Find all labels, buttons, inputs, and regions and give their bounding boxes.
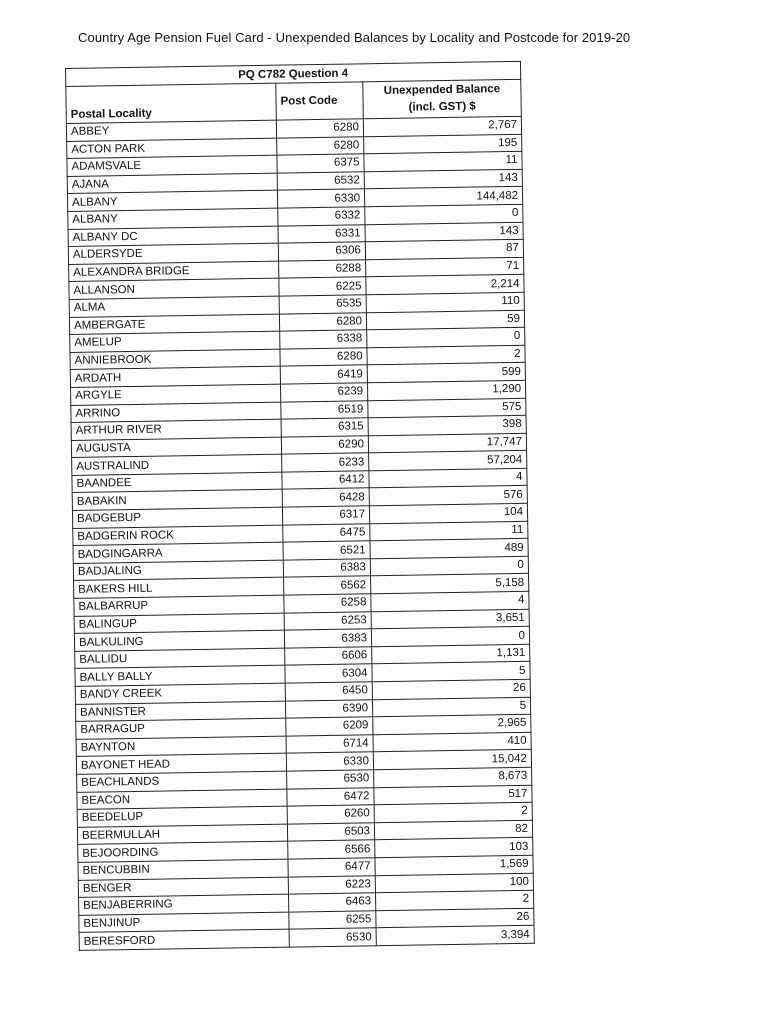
locality-cell: BADJALING: [73, 560, 283, 581]
balance-cell: 17,747: [368, 433, 526, 453]
balance-cell: 517: [374, 785, 532, 805]
postcode-cell: 6223: [288, 875, 375, 894]
postcode-cell: 6477: [288, 858, 375, 877]
postcode-cell: 6383: [284, 629, 371, 648]
locality-cell: BALKULING: [74, 630, 284, 651]
balance-cell: 2: [367, 345, 525, 365]
postcode-cell: 6290: [281, 435, 368, 454]
locality-cell: ARRINO: [71, 402, 281, 423]
balance-cell: 103: [375, 838, 533, 858]
balance-cell: 5: [372, 662, 530, 682]
postcode-cell: 6714: [286, 735, 373, 754]
balance-cell: 15,042: [373, 750, 531, 770]
balance-cell: 5: [372, 697, 530, 717]
balance-cell: 195: [364, 134, 522, 154]
balance-cell: 4: [371, 591, 529, 611]
locality-cell: BANDY CREEK: [75, 683, 285, 704]
balance-cell: 0: [365, 204, 523, 224]
postcode-cell: 6606: [285, 647, 372, 666]
postcode-cell: 6280: [276, 119, 363, 138]
balance-cell: 2,965: [373, 714, 531, 734]
balance-cell: 110: [366, 292, 524, 312]
balance-cell: 3,394: [376, 926, 534, 946]
header-balance-line1: Unexpended Balance: [383, 83, 501, 97]
locality-cell: BEJOORDING: [78, 841, 288, 862]
locality-cell: ARDATH: [70, 366, 280, 387]
balance-cell: 410: [373, 732, 531, 752]
balance-cell: 1,131: [372, 644, 530, 664]
balance-cell: 2,767: [363, 116, 521, 136]
table-body: [66, 116, 534, 950]
balance-cell: 143: [365, 222, 523, 242]
balance-cell: 576: [369, 486, 527, 506]
balance-cell: 489: [370, 539, 528, 559]
locality-cell: BALINGUP: [74, 613, 284, 634]
balance-table: [65, 61, 535, 951]
balance-cell: 11: [370, 521, 528, 541]
balance-cell: 59: [366, 310, 524, 330]
postcode-cell: 6258: [284, 594, 371, 613]
balance-cell: 87: [365, 239, 523, 259]
postcode-cell: 6383: [283, 559, 370, 578]
locality-cell: ABBEY: [66, 120, 276, 141]
balance-cell: 104: [369, 503, 527, 523]
balance-cell: 1,569: [375, 855, 533, 875]
postcode-cell: 6280: [279, 312, 366, 331]
postcode-cell: 6280: [277, 136, 364, 155]
balance-cell: 11: [364, 152, 522, 172]
locality-cell: BARRAGUP: [76, 718, 286, 739]
locality-cell: BADGEBUP: [72, 507, 282, 528]
postcode-cell: 6317: [282, 506, 369, 525]
balance-cell: 575: [368, 398, 526, 418]
balance-cell: 26: [372, 679, 530, 699]
locality-cell: BERESFORD: [79, 929, 289, 950]
locality-cell: ADAMSVALE: [67, 155, 277, 176]
header-postal-locality: Postal Locality: [66, 83, 277, 123]
postcode-cell: 6519: [281, 400, 368, 419]
locality-cell: AMELUP: [70, 331, 280, 352]
table-banner: PQ C782 Question 4: [66, 61, 521, 86]
balance-cell: 0: [371, 626, 529, 646]
locality-cell: BAYONET HEAD: [76, 753, 286, 774]
postcode-cell: 6390: [285, 699, 372, 718]
balance-cell: 599: [367, 363, 525, 383]
balance-cell: 57,204: [369, 451, 527, 471]
locality-cell: BENJINUP: [79, 912, 289, 933]
balance-cell: 26: [376, 908, 534, 928]
postcode-cell: 6306: [278, 242, 365, 261]
postcode-cell: 6463: [289, 893, 376, 912]
locality-cell: BABAKIN: [72, 490, 282, 511]
postcode-cell: 6412: [282, 471, 369, 490]
postcode-cell: 6304: [285, 664, 372, 683]
balance-cell: 144,482: [364, 187, 522, 207]
locality-cell: ARGYLE: [71, 384, 281, 405]
balance-cell: 3,651: [371, 609, 529, 629]
postcode-cell: 6562: [284, 576, 371, 595]
locality-cell: AUGUSTA: [71, 437, 281, 458]
locality-cell: ALBANY: [68, 208, 278, 229]
postcode-cell: 6375: [277, 154, 364, 173]
locality-cell: ACTON PARK: [67, 138, 277, 159]
balance-cell: 398: [368, 415, 526, 435]
postcode-cell: 6450: [285, 682, 372, 701]
locality-cell: BALLY BALLY: [75, 666, 285, 687]
balance-cell: 0: [367, 327, 525, 347]
balance-cell: 4: [369, 468, 527, 488]
postcode-cell: 6535: [279, 295, 366, 314]
locality-cell: BENGER: [78, 877, 288, 898]
balance-cell: 100: [375, 873, 533, 893]
postcode-cell: 6280: [280, 348, 367, 367]
postcode-cell: 6475: [283, 523, 370, 542]
locality-cell: BAKERS HILL: [74, 578, 284, 599]
balance-cell: 0: [370, 556, 528, 576]
postcode-cell: 6225: [279, 277, 366, 296]
locality-cell: BADGERIN ROCK: [73, 525, 283, 546]
locality-cell: ARTHUR RIVER: [71, 419, 281, 440]
postcode-cell: 6338: [280, 330, 367, 349]
balance-cell: 71: [366, 257, 524, 277]
locality-cell: BENCUBBIN: [78, 859, 288, 880]
locality-cell: BENJABERRING: [79, 894, 289, 915]
postcode-cell: 6209: [286, 717, 373, 736]
postcode-cell: 6532: [277, 172, 364, 191]
postcode-cell: 6330: [286, 752, 373, 771]
locality-cell: BEACHLANDS: [77, 771, 287, 792]
postcode-cell: 6530: [287, 770, 374, 789]
postcode-cell: 6428: [282, 488, 369, 507]
locality-cell: ALBANY DC: [68, 226, 278, 247]
balance-cell: 143: [364, 169, 522, 189]
balance-cell: 8,673: [374, 767, 532, 787]
locality-cell: BALBARRUP: [74, 595, 284, 616]
locality-cell: BEACON: [77, 789, 287, 810]
balance-cell: 2: [375, 890, 533, 910]
locality-cell: ALEXANDRA BRIDGE: [69, 261, 279, 282]
locality-cell: BADGINGARRA: [73, 542, 283, 563]
postcode-cell: 6260: [287, 805, 374, 824]
locality-cell: BAYNTON: [76, 736, 286, 757]
postcode-cell: 6315: [281, 418, 368, 437]
header-balance-line2: (incl. GST) $: [408, 100, 476, 114]
balance-cell: 82: [374, 820, 532, 840]
postcode-cell: 6330: [277, 189, 364, 208]
postcode-cell: 6255: [289, 910, 376, 929]
postcode-cell: 6233: [282, 453, 369, 472]
locality-cell: BAANDEE: [72, 472, 282, 493]
postcode-cell: 6530: [289, 928, 376, 947]
postcode-cell: 6521: [283, 541, 370, 560]
header-post-code: Post Code: [276, 82, 364, 120]
locality-cell: ALBANY: [67, 191, 277, 212]
locality-cell: ALDERSYDE: [68, 243, 278, 264]
balance-table-sheet: [65, 61, 534, 951]
document-title: Country Age Pension Fuel Card - Unexpended Balances by Locality and Postcode for 2019-20: [78, 30, 631, 45]
postcode-cell: 6419: [280, 365, 367, 384]
locality-cell: BEERMULLAH: [77, 824, 287, 845]
postcode-cell: 6472: [287, 787, 374, 806]
locality-cell: BEEDELUP: [77, 806, 287, 827]
locality-cell: BANNISTER: [75, 701, 285, 722]
locality-cell: AMBERGATE: [69, 314, 279, 335]
balance-cell: 2: [374, 802, 532, 822]
postcode-cell: 6332: [278, 207, 365, 226]
locality-cell: ALLANSON: [69, 279, 279, 300]
postcode-cell: 6566: [288, 840, 375, 859]
postcode-cell: 6253: [284, 611, 371, 630]
balance-cell: 1,290: [367, 380, 525, 400]
balance-cell: 5,158: [371, 574, 529, 594]
postcode-cell: 6239: [280, 383, 367, 402]
locality-cell: ALMA: [69, 296, 279, 317]
locality-cell: AJANA: [67, 173, 277, 194]
postcode-cell: 6288: [279, 260, 366, 279]
postcode-cell: 6503: [287, 822, 374, 841]
header-unexpended-balance: [363, 79, 522, 118]
balance-cell: 2,214: [366, 275, 524, 295]
locality-cell: ANNIEBROOK: [70, 349, 280, 370]
postcode-cell: 6331: [278, 224, 365, 243]
locality-cell: AUSTRALIND: [72, 454, 282, 475]
locality-cell: BALLIDU: [75, 648, 285, 669]
